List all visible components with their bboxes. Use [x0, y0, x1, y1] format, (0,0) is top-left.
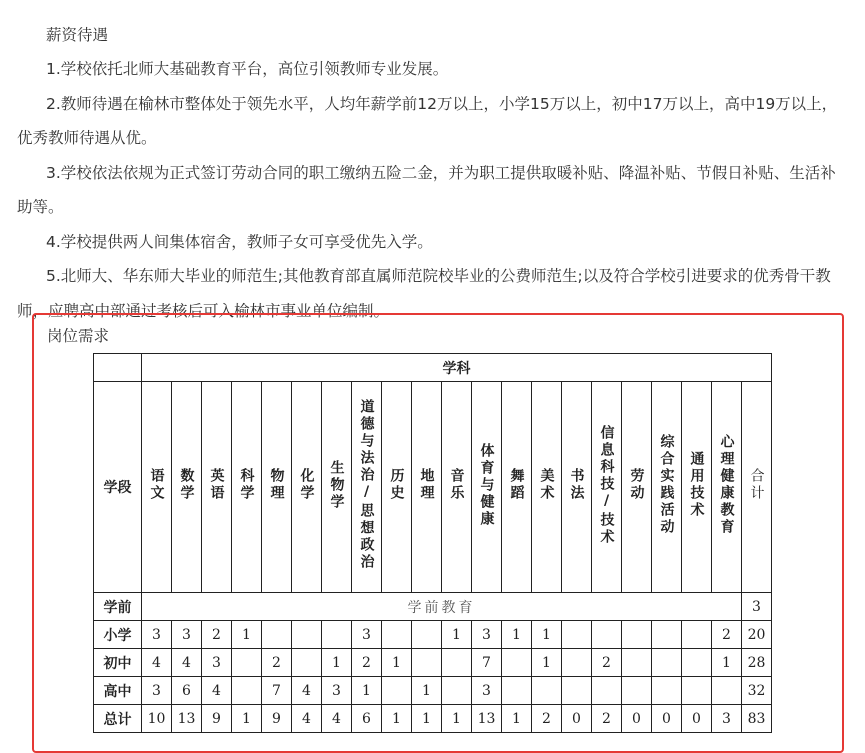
count-cell	[562, 621, 592, 649]
count-cell	[412, 621, 442, 649]
subject-header	[472, 382, 502, 593]
subject-header-label: 体育与健康	[478, 442, 495, 528]
count-cell	[682, 677, 712, 705]
subject-header	[262, 382, 292, 593]
subject-header	[562, 382, 592, 593]
count-cell: 1	[532, 649, 562, 677]
table-row	[94, 621, 772, 649]
count-cell: 0	[682, 705, 712, 733]
preschool-merged-cell: 学前教育	[142, 593, 742, 621]
subject-header	[502, 382, 532, 593]
count-cell: 0	[622, 705, 652, 733]
count-cell: 3	[472, 621, 502, 649]
header-blank	[94, 354, 142, 382]
total-header-label: 合计	[748, 468, 765, 502]
count-cell	[502, 677, 532, 705]
table-row	[94, 677, 772, 705]
paragraph-2: 2.教师待遇在榆林市整体处于领先水平，人均年薪学前12万以上，小学15万以上，初中17万以上，高中19万以上，优秀教师待遇从优。	[17, 94, 838, 147]
count-cell: 4	[172, 649, 202, 677]
count-cell	[652, 649, 682, 677]
header-row-subjects	[94, 382, 772, 593]
count-cell	[442, 677, 472, 705]
subject-header	[652, 382, 682, 593]
section-heading-salary: 薪资待遇	[46, 25, 109, 44]
subject-header	[712, 382, 742, 593]
count-cell: 2	[202, 621, 232, 649]
count-cell: 3	[172, 621, 202, 649]
count-cell	[382, 621, 412, 649]
count-cell	[562, 677, 592, 705]
count-cell: 13	[172, 705, 202, 733]
table-row-preschool	[94, 593, 772, 621]
count-cell: 1	[412, 677, 442, 705]
highlight-box	[32, 313, 844, 753]
subject-header	[592, 382, 622, 593]
subject-header-label: 生物学	[328, 459, 345, 511]
count-cell: 10	[142, 705, 172, 733]
subject-header-label: 综合实践活动	[658, 434, 675, 536]
count-cell	[412, 649, 442, 677]
count-cell: 2	[262, 649, 292, 677]
subject-header	[202, 382, 232, 593]
stage-cell: 学前	[94, 593, 142, 621]
count-cell: 2	[592, 649, 622, 677]
count-cell: 4	[202, 677, 232, 705]
count-cell: 1	[232, 621, 262, 649]
total-cell: 3	[742, 593, 772, 621]
count-cell	[562, 649, 592, 677]
subject-header-label: 化学	[298, 468, 315, 502]
count-cell: 4	[292, 677, 322, 705]
subject-header	[442, 382, 472, 593]
count-cell: 3	[322, 677, 352, 705]
count-cell: 6	[172, 677, 202, 705]
subject-header	[682, 382, 712, 593]
count-cell: 13	[472, 705, 502, 733]
count-cell: 3	[202, 649, 232, 677]
stage-cell: 总计	[94, 705, 142, 733]
total-cell: 20	[742, 621, 772, 649]
count-cell	[382, 677, 412, 705]
count-cell	[292, 649, 322, 677]
subject-header-label: 地理	[418, 468, 435, 502]
subject-header-label: 美术	[538, 468, 555, 502]
count-cell: 1	[322, 649, 352, 677]
subject-header-label: 书法	[568, 468, 585, 502]
count-cell: 2	[712, 621, 742, 649]
count-cell	[232, 677, 262, 705]
count-cell: 3	[472, 677, 502, 705]
subject-header	[382, 382, 412, 593]
count-cell: 6	[352, 705, 382, 733]
paragraph-3: 3.学校依法依规为正式签订劳动合同的职工缴纳五险二金，并为职工提供取暖补贴、降温补贴、节假日补贴、生活补助等。	[17, 163, 836, 216]
paragraph-4: 4.学校提供两人间集体宿舍，教师子女可享受优先入学。	[46, 232, 433, 251]
count-cell: 0	[652, 705, 682, 733]
section-title-positions: 岗位需求	[47, 327, 110, 345]
subject-header-label: 科学	[238, 468, 255, 502]
count-cell: 9	[262, 705, 292, 733]
article-body	[17, 0, 847, 328]
stage-cell: 小学	[94, 621, 142, 649]
header-row-group	[94, 354, 772, 382]
count-cell	[262, 621, 292, 649]
subject-header-label: 通用技术	[688, 451, 705, 519]
subject-header-label: 音乐	[448, 468, 465, 502]
subject-header	[322, 382, 352, 593]
count-cell: 0	[562, 705, 592, 733]
subject-header-label: 信息科技/技术	[598, 424, 615, 546]
subject-header-label: 语文	[148, 468, 165, 502]
count-cell: 3	[352, 621, 382, 649]
count-cell: 1	[382, 705, 412, 733]
subject-header-label: 历史	[388, 468, 405, 502]
subject-header-label: 英语	[208, 468, 225, 502]
count-cell: 9	[202, 705, 232, 733]
count-cell	[682, 649, 712, 677]
count-cell	[712, 677, 742, 705]
stage-cell: 高中	[94, 677, 142, 705]
count-cell: 1	[352, 677, 382, 705]
count-cell	[622, 677, 652, 705]
stage-cell: 初中	[94, 649, 142, 677]
subject-header-label: 心理健康教育	[718, 434, 735, 536]
table-row	[94, 705, 772, 733]
count-cell: 2	[592, 705, 622, 733]
count-cell: 1	[502, 705, 532, 733]
count-cell: 1	[442, 621, 472, 649]
subject-header	[232, 382, 262, 593]
count-cell: 1	[382, 649, 412, 677]
count-cell: 1	[712, 649, 742, 677]
total-cell: 32	[742, 677, 772, 705]
count-cell: 1	[232, 705, 262, 733]
count-cell: 7	[262, 677, 292, 705]
count-cell: 4	[322, 705, 352, 733]
count-cell: 1	[442, 705, 472, 733]
stage-header: 学段	[94, 382, 142, 593]
subject-header-label: 劳动	[628, 468, 645, 502]
count-cell: 3	[712, 705, 742, 733]
total-cell: 28	[742, 649, 772, 677]
count-cell: 3	[142, 677, 172, 705]
count-cell	[322, 621, 352, 649]
subject-header-label: 物理	[268, 468, 285, 502]
total-cell: 83	[742, 705, 772, 733]
count-cell: 2	[532, 705, 562, 733]
subject-header-label: 数学	[178, 468, 195, 502]
subject-header	[172, 382, 202, 593]
count-cell	[442, 649, 472, 677]
subject-group-header: 学科	[142, 354, 772, 382]
count-cell: 1	[412, 705, 442, 733]
count-cell	[592, 677, 622, 705]
subject-header	[352, 382, 382, 593]
count-cell: 4	[292, 705, 322, 733]
table-row	[94, 649, 772, 677]
count-cell	[532, 677, 562, 705]
paragraph-5: 5.北师大、华东师大毕业的师范生;其他教育部直属师范院校毕业的公费师范生;以及符合学校引进要求的优秀骨干教师，应聘高中部通过考核后可入榆林市事业单位编制。	[17, 267, 831, 320]
count-cell	[652, 621, 682, 649]
subject-header	[412, 382, 442, 593]
subject-header	[142, 382, 172, 593]
count-cell: 2	[352, 649, 382, 677]
count-cell	[622, 621, 652, 649]
count-cell	[652, 677, 682, 705]
subject-header-label: 道德与法治/思想政治	[358, 399, 375, 571]
paragraph-1: 1.学校依托北师大基础教育平台，高位引领教师专业发展。	[46, 60, 449, 78]
count-cell: 7	[472, 649, 502, 677]
count-cell: 4	[142, 649, 172, 677]
count-cell	[682, 621, 712, 649]
count-cell: 1	[502, 621, 532, 649]
count-cell	[292, 621, 322, 649]
count-cell	[502, 649, 532, 677]
count-cell: 1	[532, 621, 562, 649]
subject-header	[622, 382, 652, 593]
count-cell	[592, 621, 622, 649]
count-cell	[622, 649, 652, 677]
subject-header	[532, 382, 562, 593]
clipped-line	[17, 0, 847, 18]
subject-header-label: 舞蹈	[508, 468, 525, 502]
positions-table	[93, 353, 772, 733]
count-cell	[232, 649, 262, 677]
count-cell: 3	[142, 621, 172, 649]
total-header	[742, 382, 772, 593]
subject-header	[292, 382, 322, 593]
